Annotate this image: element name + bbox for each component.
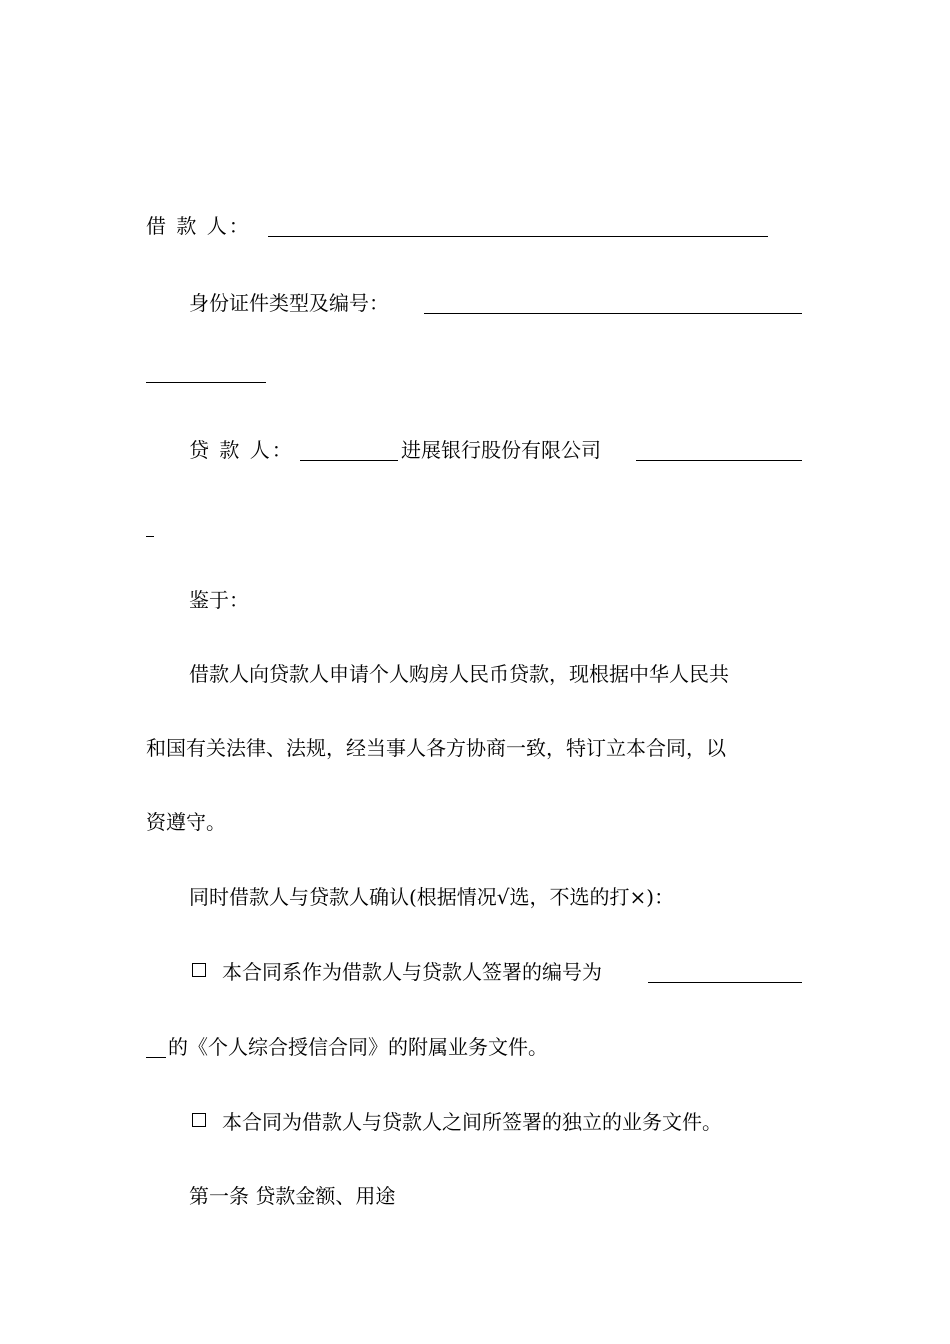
lender-label: 贷 款 人： — [189, 438, 294, 462]
confirm-line — [0, 877, 950, 917]
whereas-label: 鉴于： — [189, 588, 249, 612]
borrower-label: 借 款 人： — [146, 214, 251, 238]
option-1-text: 本合同系作为借款人与贷款人签署的编号为 — [222, 960, 602, 984]
option-2-text: 本合同为借款人与贷款人之间所签署的独立的业务文件。 — [222, 1110, 722, 1134]
article-1-heading: 第一条 贷款金额、用途 — [189, 1184, 396, 1208]
option-1-text-cont: 的《个人综合授信合同》的附属业务文件。 — [168, 1035, 548, 1059]
option-1-checkbox[interactable] — [192, 963, 206, 977]
id-blank — [424, 313, 802, 314]
borrower-blank — [268, 236, 768, 237]
lender-line-cont — [0, 506, 950, 546]
intro-text-3: 资遵守。 — [146, 810, 226, 834]
option-1-blank — [648, 982, 802, 983]
intro-line-1 — [0, 654, 950, 694]
option-1-blank-cont — [146, 1057, 166, 1058]
intro-line-2 — [0, 728, 950, 768]
lender-blank-cont — [146, 536, 154, 537]
lender-name: 进展银行股份有限公司 — [401, 438, 601, 462]
id-blank-cont — [146, 382, 266, 383]
option-1-line-cont — [0, 1027, 950, 1067]
intro-text-1: 借款人向贷款人申请个人购房人民币贷款，现根据中华人民共 — [189, 662, 729, 686]
lender-blank-post — [636, 460, 802, 461]
article-1-line — [0, 1176, 950, 1216]
lender-line — [0, 430, 950, 470]
option-2-line — [0, 1102, 950, 1142]
option-2-checkbox[interactable] — [192, 1113, 206, 1127]
id-line — [0, 283, 950, 323]
lender-blank-pre — [300, 460, 398, 461]
borrower-line — [0, 206, 950, 246]
id-label: 身份证件类型及编号： — [189, 291, 389, 315]
whereas-line — [0, 580, 950, 620]
confirm-text: 同时借款人与贷款人确认(根据情况√选，不选的打×)： — [189, 885, 675, 909]
id-line-cont — [0, 354, 950, 394]
option-1-line — [0, 952, 950, 992]
intro-line-3 — [0, 802, 950, 842]
intro-text-2: 和国有关法律、法规，经当事人各方协商一致，特订立本合同，以 — [146, 736, 726, 760]
